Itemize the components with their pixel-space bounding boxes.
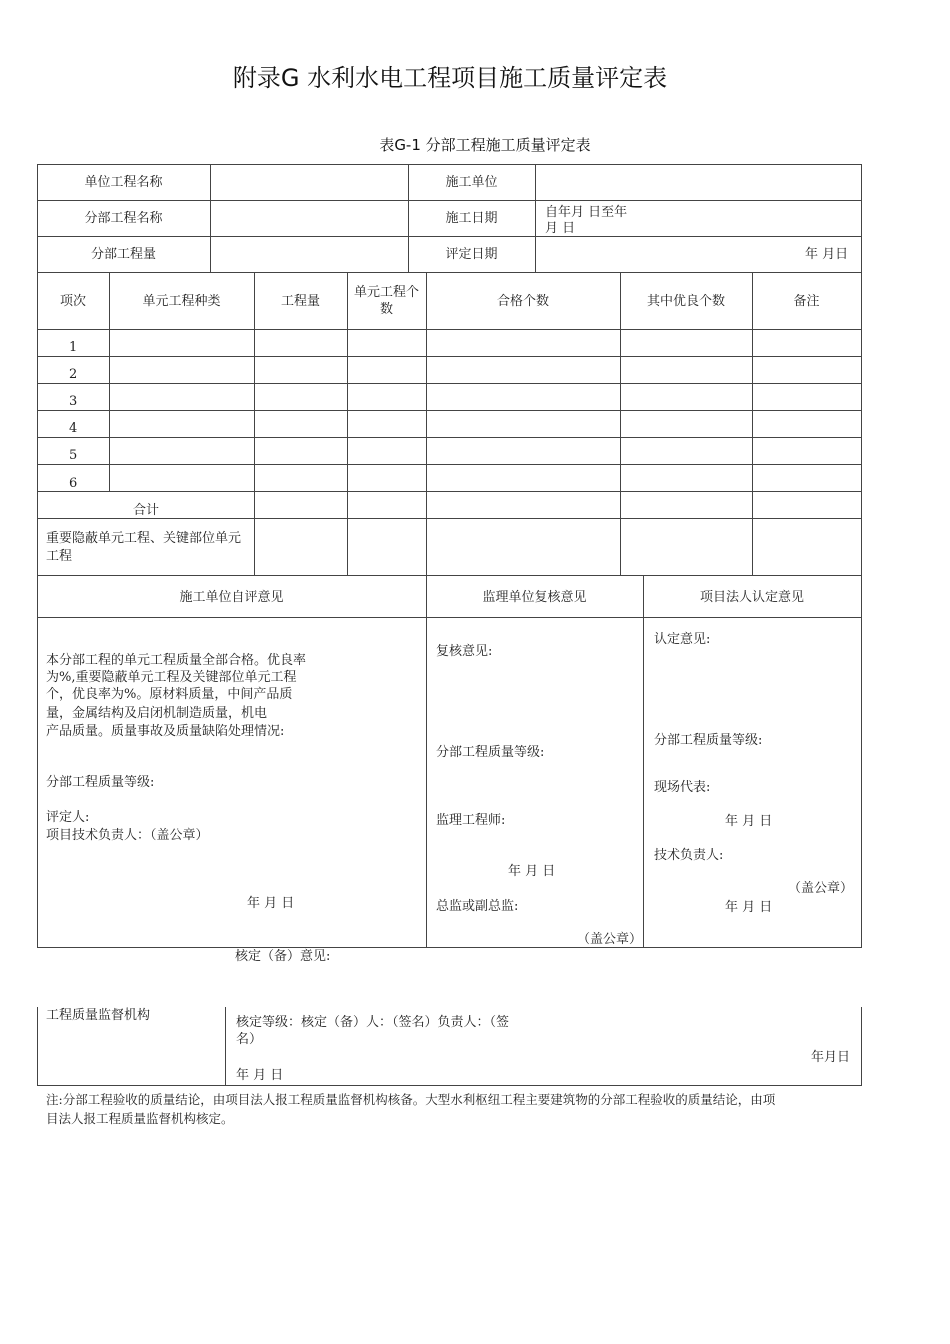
owner-grade: 分部工程质量等级: bbox=[654, 733, 763, 748]
owner-date: 年 月 日 bbox=[725, 900, 773, 915]
approval-date-left: 年 月 日 bbox=[236, 1068, 284, 1083]
owner-opinion: 认定意见: bbox=[654, 632, 711, 647]
supervisor-chief: 总监或副总监: bbox=[436, 899, 519, 914]
note-line: 注:分部工程验收的质量结论，由项目法人报工程质量监督机构核备。大型水利枢纽工程主要建筑物的分部工程验收的质量结论，由项 bbox=[46, 1092, 776, 1107]
supervisor-date: 年 月 日 bbox=[508, 864, 556, 879]
table-subtitle: 表G-1 分部工程施工质量评定表 bbox=[379, 136, 591, 154]
owner-rep: 现场代表: bbox=[654, 780, 711, 795]
agency-label: 工程质量监督机构 bbox=[46, 1008, 151, 1023]
page-title: 附录G 水利水电工程项目施工质量评定表 bbox=[232, 64, 668, 92]
contractor-opinion-header: 施工单位自评意见 bbox=[179, 590, 284, 605]
key-units-label-line1: 重要隐蔽单元工程、关键部位单元 bbox=[46, 531, 242, 546]
note-line: 目法人报工程质量监督机构核定。 bbox=[46, 1111, 234, 1126]
construction-date-value-1[interactable]: 自年月 日至年 bbox=[545, 205, 628, 220]
contractor-tech-lead: 项目技术负责人：（盖公章） bbox=[46, 828, 209, 843]
contractor-text-line: 为%,重要隐蔽单元工程及关键部位单元工程 bbox=[46, 670, 297, 685]
table-row-number: 1 bbox=[69, 340, 78, 355]
contractor-grade: 分部工程质量等级: bbox=[46, 775, 155, 790]
supervisor-grade: 分部工程质量等级: bbox=[436, 745, 545, 760]
eval-date-label: 评定日期 bbox=[445, 247, 498, 262]
unit-project-field[interactable] bbox=[211, 165, 407, 200]
subproject-field[interactable] bbox=[211, 201, 407, 236]
header-remarks: 备注 bbox=[793, 294, 820, 309]
table-row-number: 5 bbox=[69, 448, 78, 463]
eval-date-value[interactable]: 年 月日 bbox=[805, 247, 849, 262]
construction-date-label: 施工日期 bbox=[445, 211, 498, 226]
owner-date: 年 月 日 bbox=[725, 814, 773, 829]
header-qualified: 合格个数 bbox=[496, 294, 549, 309]
construction-date-value-2[interactable]: 月 日 bbox=[545, 221, 576, 236]
contractor-text-line: 本分部工程的单元工程质量全部合格。优良率 bbox=[46, 653, 307, 668]
header-count-line1: 单元工程个 bbox=[353, 285, 419, 300]
approval-line: 核定等级：核定（备）人：（签名）负责人：（签 bbox=[236, 1015, 510, 1030]
contractor-field[interactable] bbox=[536, 165, 861, 200]
table-row-number: 2 bbox=[69, 367, 78, 382]
owner-opinion-header: 项目法人认定意见 bbox=[699, 590, 804, 605]
header-seq: 项次 bbox=[59, 294, 86, 309]
supervisor-seal: （盖公章） bbox=[577, 932, 643, 947]
owner-seal: （盖公章） bbox=[788, 881, 854, 896]
supervisor-opinion-header: 监理单位复核意见 bbox=[482, 590, 587, 605]
total-label: 合计 bbox=[133, 503, 160, 518]
contractor-evaluator: 评定人: bbox=[46, 810, 90, 825]
header-excellent: 其中优良个数 bbox=[646, 294, 725, 309]
contractor-text-line: 产品质量。质量事故及质量缺陷处理情况: bbox=[46, 724, 285, 739]
table-row-number: 6 bbox=[69, 476, 78, 491]
quantity-label: 分部工程量 bbox=[90, 247, 156, 262]
contractor-text-line: 量，金属结构及启闭机制造质量，机电 bbox=[46, 706, 268, 721]
header-type: 单元工程种类 bbox=[142, 294, 221, 309]
approval-line: 名） bbox=[236, 1032, 263, 1047]
owner-tech-lead: 技术负责人: bbox=[654, 848, 724, 863]
supervisor-review: 复核意见: bbox=[436, 644, 493, 659]
subproject-label: 分部工程名称 bbox=[84, 211, 163, 226]
contractor-label: 施工单位 bbox=[445, 175, 498, 190]
unit-project-label: 单位工程名称 bbox=[84, 175, 163, 190]
table-row-number: 4 bbox=[69, 421, 78, 436]
supervisor-engineer: 监理工程师: bbox=[436, 813, 506, 828]
table-row-number: 3 bbox=[69, 394, 78, 409]
key-units-label-line2: 工程 bbox=[46, 549, 73, 564]
header-quantity: 工程量 bbox=[280, 294, 320, 309]
approval-date-right: 年月日 bbox=[811, 1050, 851, 1065]
contractor-date: 年 月 日 bbox=[247, 896, 295, 911]
approval-opinion-label: 核定（备）意见: bbox=[235, 949, 331, 964]
header-count-line2: 数 bbox=[379, 302, 393, 317]
contractor-text-line: 个，优良率为%。原材料质量，中间产品质 bbox=[46, 687, 293, 702]
quantity-field[interactable] bbox=[211, 237, 407, 272]
